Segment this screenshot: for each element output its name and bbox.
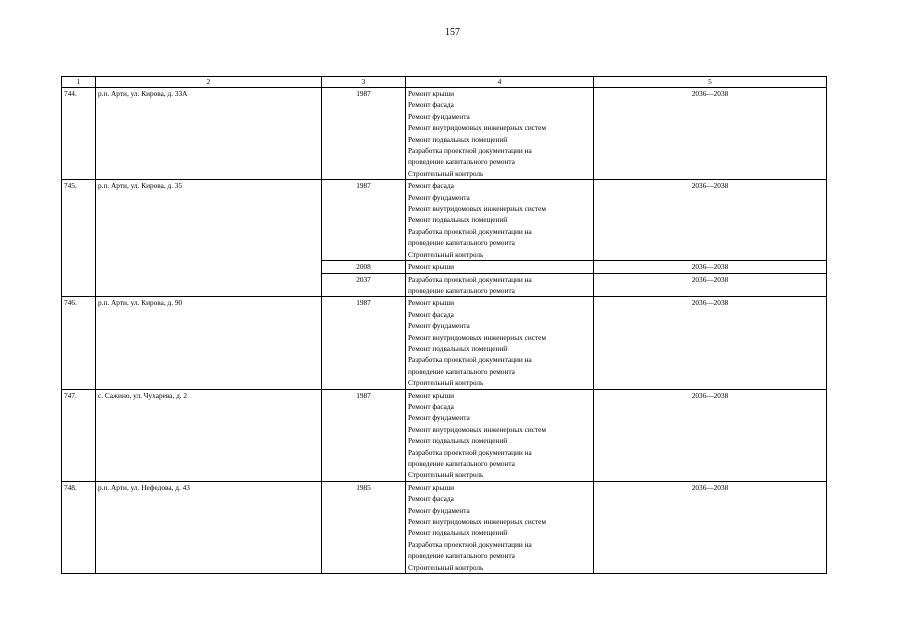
table-row [62,389,827,481]
work-item: Ремонт фасада [408,309,454,319]
table-body [62,88,827,574]
column-header: 2 [96,77,322,88]
table-row [62,481,827,573]
works-cell [406,389,594,481]
year-cell: 1987 [322,297,406,389]
period-cell: 2036—2038 [594,88,827,180]
work-item: Ремонт подвальных помещений [408,215,508,225]
column-header: 1 [62,77,96,88]
work-item: проведение капитального ремонта [408,238,515,248]
row-number: 746. [62,297,96,389]
work-item: Ремонт крыши [408,298,455,308]
works-cell [406,273,594,297]
work-item: Ремонт фундамента [408,111,470,121]
row-number: 747. [62,389,96,481]
work-item: проведение капитального ремонта [408,459,515,468]
work-item: Разработка проектной документации на [408,274,532,284]
work-item: Ремонт фундамента [408,192,470,202]
work-item: проведение капитального ремонта [408,285,515,295]
address-cell: р.п. Арти, ул. Кирова, д. 90 [96,297,322,389]
work-item: Разработка проектной документации на [408,447,532,457]
work-item: Ремонт крыши [408,262,455,272]
column-header: 5 [594,77,827,88]
work-item: Ремонт внутридомовых инженерных систем [408,332,547,342]
work-item: Ремонт крыши [408,482,455,492]
work-item: Ремонт фасада [408,100,454,110]
work-item: Строительный контроль [408,562,484,572]
year-cell: 1987 [322,88,406,180]
work-item: Строительный контроль [408,168,484,178]
period-cell: 2036—2038 [594,481,827,573]
work-item: проведение капитального ремонта [408,366,515,376]
period-cell: 2036—2038 [594,261,827,273]
work-item: Ремонт внутридомовых инженерных систем [408,123,547,133]
row-number: 744. [62,88,96,180]
work-item: Ремонт фасада [408,401,454,411]
work-item: Ремонт фундамента [408,505,470,515]
period-cell: 2036—2038 [594,180,827,261]
work-item: Ремонт крыши [408,390,455,400]
works-cell [406,297,594,389]
work-item: Разработка проектной документации на [408,539,532,549]
work-item: Строительный контроль [408,249,484,259]
work-item: Ремонт внутридомовых инженерных систем [408,424,547,434]
capital-repair-table [61,76,827,574]
work-item: Ремонт внутридомовых инженерных систем [408,204,547,214]
work-item: проведение капитального ремонта [408,157,515,167]
work-item: Ремонт фасада [408,181,454,191]
address-cell: р.п. Арти, ул. Кирова, д. 35 [96,180,322,297]
column-header: 3 [322,77,406,88]
work-item: Ремонт фундамента [408,413,470,423]
work-item: Ремонт подвальных помещений [408,528,508,538]
works-cell [406,481,594,573]
row-number: 745. [62,180,96,297]
work-item: Ремонт фундамента [408,321,470,331]
work-item: Разработка проектной документации на [408,146,532,156]
work-item: Ремонт внутридомовых инженерных систем [408,517,547,527]
table-row [62,180,827,261]
year-cell: 2037 [322,273,406,297]
address-cell: с. Сажино, ул. Чухарева, д. 2 [96,389,322,481]
year-cell: 1987 [322,180,406,261]
row-number: 748. [62,481,96,573]
work-item: Ремонт подвальных помещений [408,343,508,353]
column-header: 4 [406,77,594,88]
table-row [62,88,827,180]
period-cell: 2036—2038 [594,273,827,297]
address-cell: р.п. Арти, ул. Кирова, д. 33А [96,88,322,180]
year-cell: 1987 [322,389,406,481]
work-item: Ремонт фасада [408,494,454,504]
work-item: проведение капитального ремонта [408,551,515,561]
address-cell: р.п. Арти, ул. Нефедова, д. 43 [96,481,322,573]
work-item: Разработка проектной документации на [408,226,532,236]
table-row [62,297,827,389]
page-number: 157 [445,27,460,38]
work-item: Строительный контроль [408,470,484,480]
period-cell: 2036—2038 [594,297,827,389]
work-item: Разработка проектной документации на [408,355,532,365]
table-header [62,77,827,88]
works-cell [406,261,594,273]
work-item: Ремонт подвальных помещений [408,134,508,144]
work-item: Ремонт подвальных помещений [408,436,508,446]
works-cell [406,180,594,261]
period-cell: 2036—2038 [594,389,827,481]
work-item: Строительный контроль [408,378,484,388]
works-cell [406,88,594,180]
work-item: Ремонт крыши [408,89,455,98]
year-cell: 2008 [322,261,406,273]
year-cell: 1985 [322,481,406,573]
